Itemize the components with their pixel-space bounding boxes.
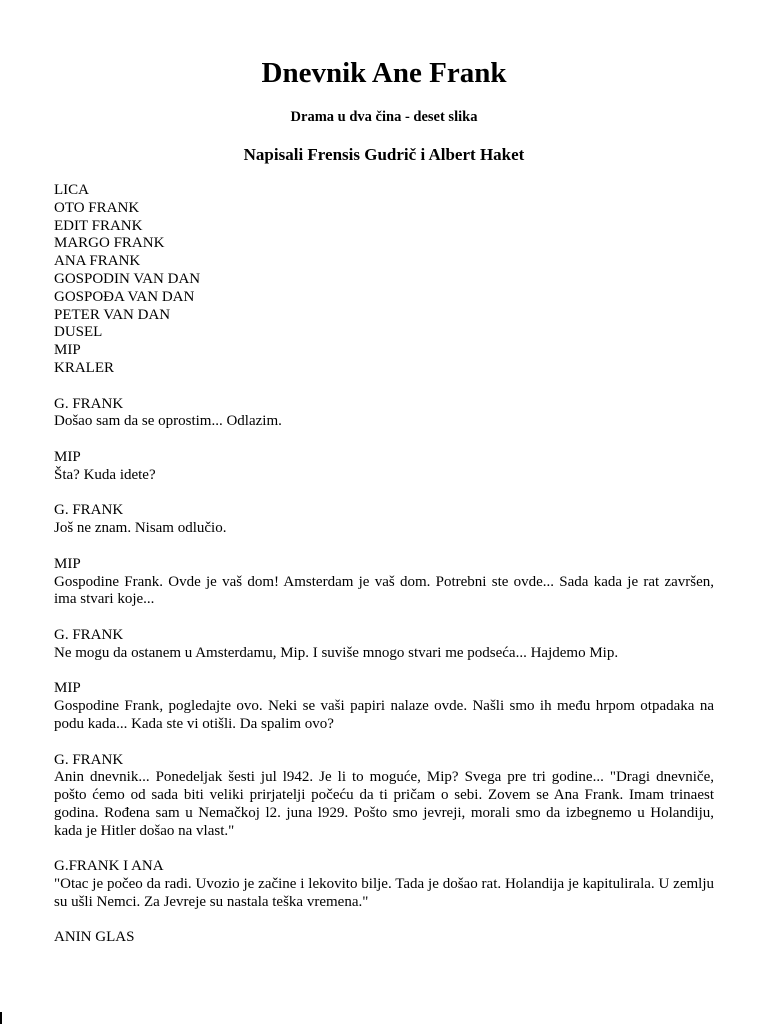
cast-item: GOSPODIN VAN DAN bbox=[54, 270, 201, 287]
document-subtitle: Drama u dva čina - deset slika bbox=[290, 109, 478, 125]
cast-item: EDIT FRANK bbox=[54, 217, 143, 234]
dialogue-entry bbox=[54, 396, 714, 432]
speaker-name: G. FRANK bbox=[54, 502, 124, 519]
speaker-name: G. FRANK bbox=[54, 395, 124, 412]
cast-item: DUSEL bbox=[54, 324, 103, 341]
dialogue-entry bbox=[54, 858, 714, 911]
speech-text: Gospodine Frank. Ovde je vaš dom! Amsterdam je vaš dom. Potrebni ste ovde... Sada kada je rat završen, ima stvari koje... bbox=[54, 573, 714, 608]
dialogue-entry bbox=[54, 449, 714, 485]
speech-text: Još ne znam. Nisam odlučio. bbox=[54, 520, 227, 537]
speaker-name: ANIN GLAS bbox=[54, 929, 135, 946]
speech-text: "Otac je počeo da radi. Uvozio je začine i lekovito bilje. Tada je došao rat. Holandija je kapitulirala. U zemlju su ušli Nemci. Za Jevreje su nastala teška vremena." bbox=[54, 876, 714, 910]
cast-item: MIP bbox=[54, 342, 81, 359]
cast-list bbox=[54, 182, 714, 378]
cast-item: GOSPOĐA VAN DAN bbox=[54, 288, 195, 305]
dialogue-entry bbox=[54, 627, 714, 663]
speaker-name: G.FRANK I ANA bbox=[54, 858, 164, 875]
dialogue-entry bbox=[54, 556, 714, 609]
speaker-name: G. FRANK bbox=[54, 626, 124, 643]
dialogue-entry bbox=[54, 929, 714, 947]
document-title: Dnevnik Ane Frank bbox=[261, 57, 507, 89]
speech-text: Ne mogu da ostanem u Amsterdamu, Mip. I suviše mnogo stvari me podseća... Hajdemo Mip. bbox=[54, 644, 619, 661]
speaker-name: MIP bbox=[54, 448, 81, 465]
speech-text: Anin dnevnik... Ponedeljak šesti jul l942. Je li to moguće, Mip? Svega pre tri godine... "Dragi dnevniče, pošto ćemo od sada biti veliki prirjatelji počeću da ti pričam o sebi. Zovem se Ana Frank. Imam trinaest godina. Rođena sam u Nemačkoj l2. juna l929. Pošto smo jevreji, morali smo da izbegnemo u Holandiju, kada je Hitler došao na vlast." bbox=[54, 769, 714, 839]
dialogue-entry bbox=[54, 680, 714, 733]
speaker-name: G. FRANK bbox=[54, 751, 124, 768]
dialogue-entry bbox=[54, 502, 714, 538]
speech-text: Gospodine Frank, pogledajte ovo. Neki se vaši papiri nalaze ovde. Našli smo ih među hrpom otpadaka na podu kada... Kada ste vi otišli. Da spalim ovo? bbox=[54, 698, 714, 732]
cast-item: ANA FRANK bbox=[54, 253, 141, 270]
page-edge-mark bbox=[0, 1012, 2, 1024]
speaker-name: MIP bbox=[54, 555, 81, 572]
speaker-name: MIP bbox=[54, 680, 81, 697]
cast-item: MARGO FRANK bbox=[54, 235, 165, 252]
dialogue bbox=[54, 396, 714, 948]
speech-text: Došao sam da se oprostim... Odlazim. bbox=[54, 413, 282, 430]
dialogue-entry bbox=[54, 752, 714, 841]
cast-heading: LICA bbox=[54, 182, 89, 198]
cast-item: PETER VAN DAN bbox=[54, 306, 171, 323]
document-body bbox=[54, 182, 714, 947]
cast-item: OTO FRANK bbox=[54, 199, 140, 216]
cast-item: KRALER bbox=[54, 359, 114, 376]
speech-text: Šta? Kuda idete? bbox=[54, 466, 156, 483]
document-authors: Napisali Frensis Gudrič i Albert Haket bbox=[243, 145, 525, 164]
